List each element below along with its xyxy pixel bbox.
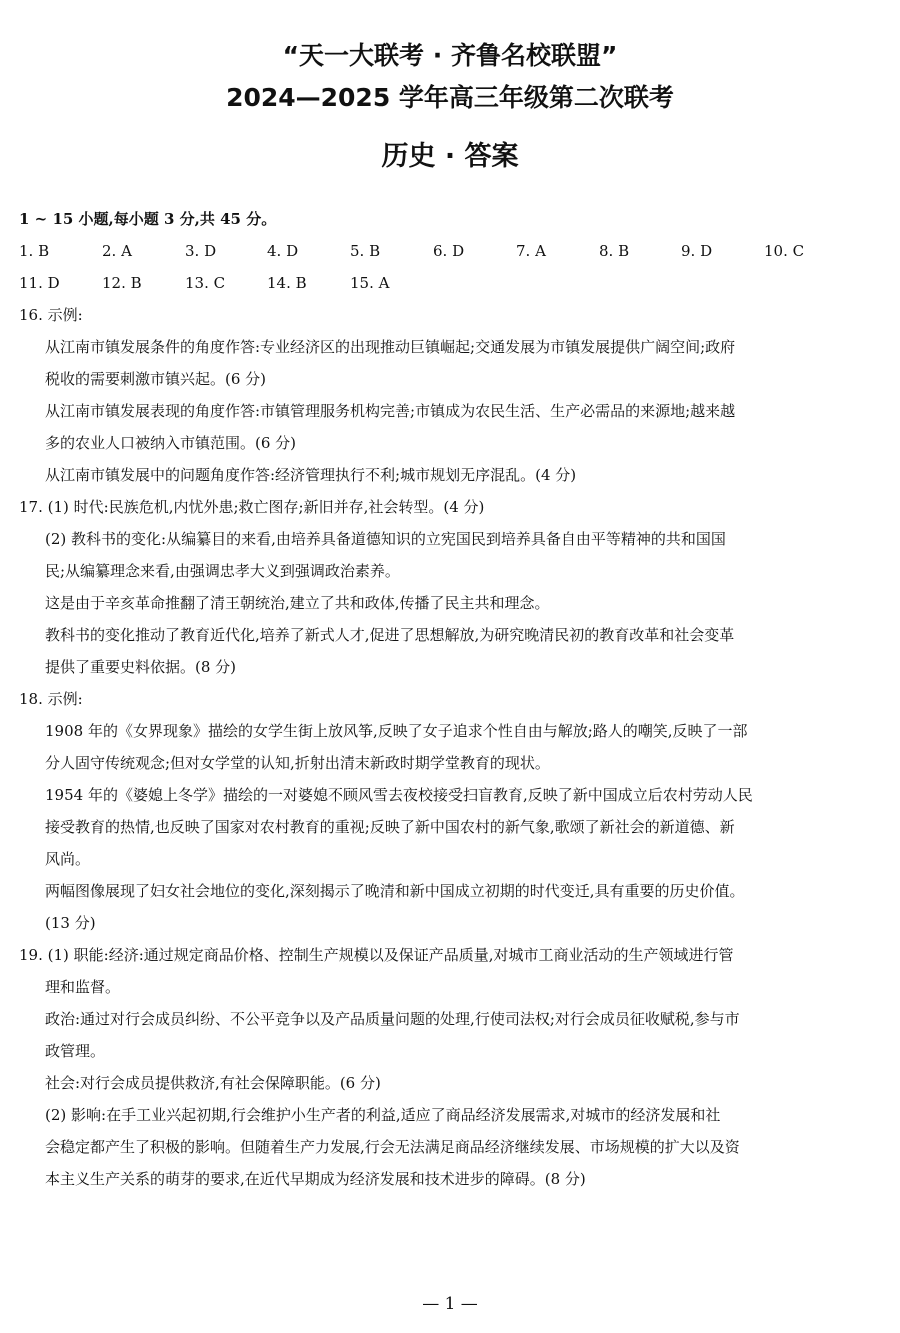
mc-answer: 6. D [433, 242, 465, 260]
q19-line: 政管理。 [45, 1042, 106, 1060]
mc-answers-row-1 [0, 235, 900, 267]
q18-line: 1954 年的《婆媳上冬学》描绘的一对婆媳不顾风雪去夜校接受扫盲教育,反映了新中国成立后农村劳动人民 [45, 786, 753, 804]
mc-answers-row-2 [0, 267, 900, 299]
mc-answer: 8. B [599, 242, 630, 260]
q19-line: (2) 影响:在手工业兴起初期,行会维护小生产者的利益,适应了商品经济发展需求,对城市的经济发展和社 [45, 1106, 721, 1124]
mc-intro: 1 ~ 15 小题,每小题 3 分,共 45 分。 [19, 210, 277, 228]
q16-line: 从江南市镇发展表现的角度作答:市镇管理服务机构完善;市镇成为农民生活、生产必需品的来源地;越来越 [45, 402, 736, 420]
q17-label: 17. (1) 时代:民族危机,内忧外患;救亡图存;新旧并存,社会转型。(4 分) [19, 498, 485, 516]
mc-answer: 13. C [185, 274, 226, 292]
q18-label: 18. 示例: [19, 690, 83, 708]
q18-line: 两幅图像展现了妇女社会地位的变化,深刻揭示了晚清和新中国成立初期的时代变迁,具有重要的历史价值。 [45, 882, 745, 900]
q19-line: 社会:对行会成员提供救济,有社会保障职能。(6 分) [45, 1074, 381, 1092]
q17-line: 教科书的变化推动了教育近代化,培养了新式人才,促进了思想解放,为研究晚清民初的教育改革和社会变革 [45, 626, 735, 644]
q16-label: 16. 示例: [19, 306, 83, 324]
q19-line: 本主义生产关系的萌芽的要求,在近代早期成为经济发展和技术进步的障碍。(8 分) [45, 1170, 586, 1188]
answer-content [0, 203, 900, 1195]
q16-line: 税收的需要刺激市镇兴起。(6 分) [45, 370, 267, 388]
mc-answer: 14. B [267, 274, 307, 292]
mc-answer: 2. A [102, 242, 132, 260]
q18-line: (13 分) [45, 914, 96, 932]
q16-line: 多的农业人口被纳入市镇范围。(6 分) [45, 434, 297, 452]
exam-session-title: 2024—2025 学年高三年级第二次联考 [226, 83, 674, 112]
subject-title: 历史 · 答案 [381, 141, 519, 172]
mc-answer: 11. D [19, 274, 60, 292]
q18-line: 1908 年的《女界现象》描绘的女学生街上放风筝,反映了女子追求个性自由与解放;路人的嘲笑,反映了一部 [45, 722, 748, 740]
exam-alliance-title: “天一大联考 · 齐鲁名校联盟” [282, 41, 618, 70]
q18-line: 接受教育的热情,也反映了国家对农村教育的重视;反映了新中国农村的新气象,歌颂了新社会的新道德、新 [45, 818, 735, 836]
mc-answer: 5. B [350, 242, 381, 260]
q16-line: 从江南市镇发展中的问题角度作答:经济管理执行不利;城市规划无序混乱。(4 分) [45, 466, 577, 484]
q18-line: 风尚。 [45, 850, 91, 868]
mc-answer: 15. A [350, 274, 390, 292]
mc-answer: 4. D [267, 242, 299, 260]
page-number: — 1 — [422, 1294, 478, 1314]
mc-answer: 3. D [185, 242, 217, 260]
q17-line: 提供了重要史料依据。(8 分) [45, 658, 237, 676]
q17-line: (2) 教科书的变化:从编纂目的来看,由培养具备道德知识的立宪国民到培养具备自由平等精神的共和国国 [45, 530, 726, 548]
q18-line: 分人固守传统观念;但对女学堂的认知,折射出清末新政时期学堂教育的现状。 [45, 754, 550, 772]
q17-line: 民;从编纂理念来看,由强调忠孝大义到强调政治素养。 [45, 562, 400, 580]
q19-line: 理和监督。 [45, 978, 121, 996]
q17-line: 这是由于辛亥革命推翻了清王朝统治,建立了共和政体,传播了民主共和理念。 [45, 594, 550, 612]
q19-line: 会稳定都产生了积极的影响。但随着生产力发展,行会无法满足商品经济继续发展、市场规模的扩大以及资 [45, 1138, 740, 1156]
mc-answer: 10. C [764, 242, 805, 260]
mc-answer: 12. B [102, 274, 142, 292]
mc-answer: 7. A [516, 242, 546, 260]
q19-label: 19. (1) 职能:经济:通过规定商品价格、控制生产规模以及保证产品质量,对城市工商业活动的生产领域进行管 [19, 946, 734, 964]
q19-line: 政治:通过对行会成员纠纷、不公平竞争以及产品质量问题的处理,行使司法权;对行会成员征收赋税,参与市 [45, 1010, 740, 1028]
mc-answer: 1. B [19, 242, 50, 260]
mc-answer: 9. D [681, 242, 713, 260]
q16-line: 从江南市镇发展条件的角度作答:专业经济区的出现推动巨镇崛起;交通发展为市镇发展提供广阔空间;政府 [45, 338, 736, 356]
